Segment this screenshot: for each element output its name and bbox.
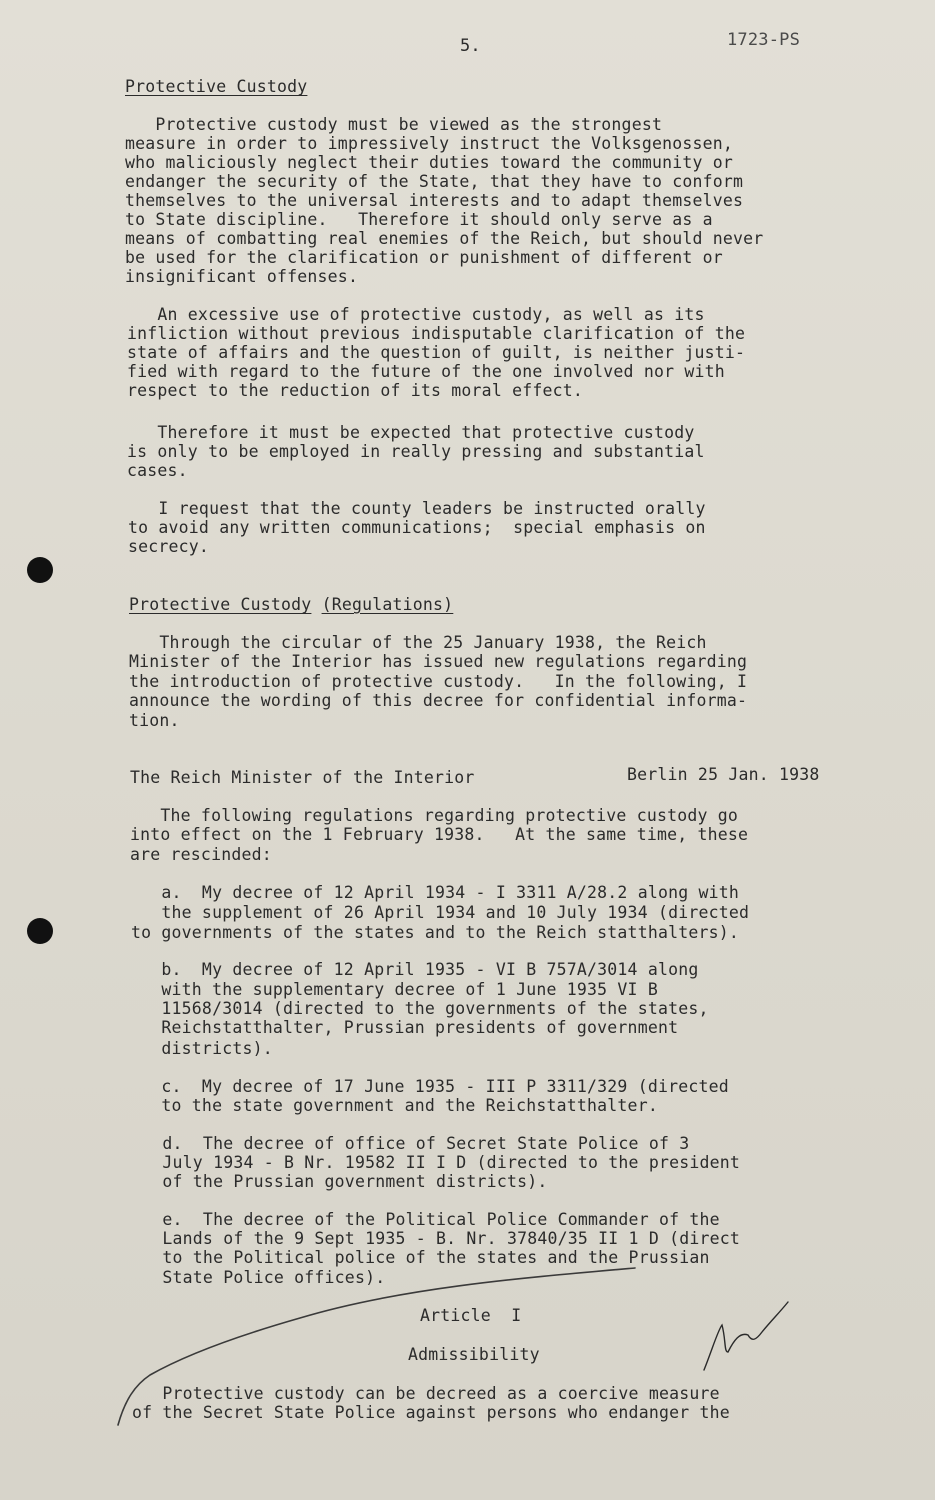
- pencil-stroke: [118, 1268, 635, 1425]
- text-line: I request that the county leaders be instructed orally: [128, 499, 706, 518]
- text-line: means of combatting real enemies of the Reich, but should never: [125, 229, 764, 248]
- text-line: An excessive use of protective custody, as well as its: [127, 305, 705, 324]
- text-line: Minister of the Interior has issued new regulations regarding: [129, 652, 748, 671]
- text-line: to governments of the states and to the Reich statthalters).: [131, 923, 740, 942]
- text-line: a. My decree of 12 April 1934 - I 3311 A/28.2 along with: [131, 883, 740, 902]
- text-line: State Police offices).: [132, 1268, 386, 1287]
- text-line: with the supplementary decree of 1 June 1935 VI B: [131, 980, 658, 999]
- text-line: themselves to the universal interests and to adapt themselves: [125, 191, 744, 210]
- text-line: e. The decree of the Political Police Commander of the: [132, 1210, 720, 1229]
- text-line: cases.: [127, 461, 188, 480]
- decree-place-date: Berlin 25 Jan. 1938: [627, 765, 820, 784]
- heading-parenthetical: (Regulations): [321, 595, 454, 614]
- text-line: Lands of the 9 Sept 1935 - B. Nr. 37840/35 II 1 D (direct: [132, 1229, 741, 1248]
- text-line: to the state government and the Reichstatthalter.: [131, 1096, 658, 1115]
- section-heading-protective-custody: Protective Custody: [125, 77, 308, 96]
- decree-issuer: The Reich Minister of the Interior: [130, 768, 475, 787]
- text-line: who maliciously neglect their duties toward the community or: [125, 153, 734, 172]
- text-line: to the Political police of the states and the Prussian: [132, 1248, 710, 1267]
- text-line: infliction without previous indisputable clarification of the: [127, 324, 746, 343]
- text-line: state of affairs and the question of guilt, is neither justi-: [127, 343, 746, 362]
- text-line: b. My decree of 12 April 1935 - VI B 757A/3014 along: [131, 960, 699, 979]
- text-line: the introduction of protective custody. In the following, I: [129, 672, 748, 691]
- text-line: d. The decree of office of Secret State Police of 3: [132, 1134, 690, 1153]
- text-line: Protective custody must be viewed as the strongest: [125, 115, 663, 134]
- text-line: respect to the reduction of its moral effect.: [127, 381, 584, 400]
- text-line: July 1934 - B Nr. 19582 II I D (directed to the president: [132, 1153, 741, 1172]
- text-line: endanger the security of the State, that they have to conform: [125, 172, 744, 191]
- text-line: secrecy.: [128, 537, 210, 556]
- text-line: Therefore it must be expected that protective custody: [127, 423, 695, 442]
- initials-signature: [704, 1302, 788, 1370]
- text-line: into effect on the 1 February 1938. At the same time, these: [130, 825, 749, 844]
- text-line: 11568/3014 (directed to the governments of the states,: [131, 999, 709, 1018]
- text-line: to State discipline. Therefore it should only serve as a: [125, 210, 713, 229]
- article-title: Admissibility: [408, 1345, 540, 1364]
- text-line: Protective custody can be decreed as a coercive measure: [132, 1384, 720, 1403]
- text-line: Through the circular of the 25 January 1938, the Reich: [129, 633, 707, 652]
- text-line: the supplement of 26 April 1934 and 10 July 1934 (directed: [131, 903, 750, 922]
- text-line: The following regulations regarding protective custody go: [130, 806, 739, 825]
- text-line: of the Prussian government districts).: [132, 1172, 548, 1191]
- text-line: districts).: [131, 1039, 273, 1058]
- text-line: announce the wording of this decree for confidential informa-: [129, 691, 748, 710]
- text-line: insignificant offenses.: [125, 267, 359, 286]
- text-line: be used for the clarification or punishment of different or: [125, 248, 723, 267]
- heading-main: Protective Custody: [129, 595, 312, 614]
- document-id: 1723-PS: [727, 30, 801, 50]
- text-line: are rescinded:: [130, 845, 272, 864]
- text-line: of the Secret State Police against persons who endanger the: [132, 1403, 730, 1422]
- article-number: Article I: [420, 1306, 522, 1325]
- text-line: tion.: [129, 711, 180, 730]
- text-line: to avoid any written communications; special emphasis on: [128, 518, 706, 537]
- page-number: 5.: [460, 36, 481, 56]
- text-line: Reichstatthalter, Prussian presidents of government: [131, 1018, 679, 1037]
- text-line: fied with regard to the future of the one involved nor with: [127, 362, 725, 381]
- text-line: measure in order to impressively instruct the Volksgenossen,: [125, 134, 734, 153]
- text-line: c. My decree of 17 June 1935 - III P 3311/329 (directed: [131, 1077, 729, 1096]
- text-line: is only to be employed in really pressing and substantial: [127, 442, 705, 461]
